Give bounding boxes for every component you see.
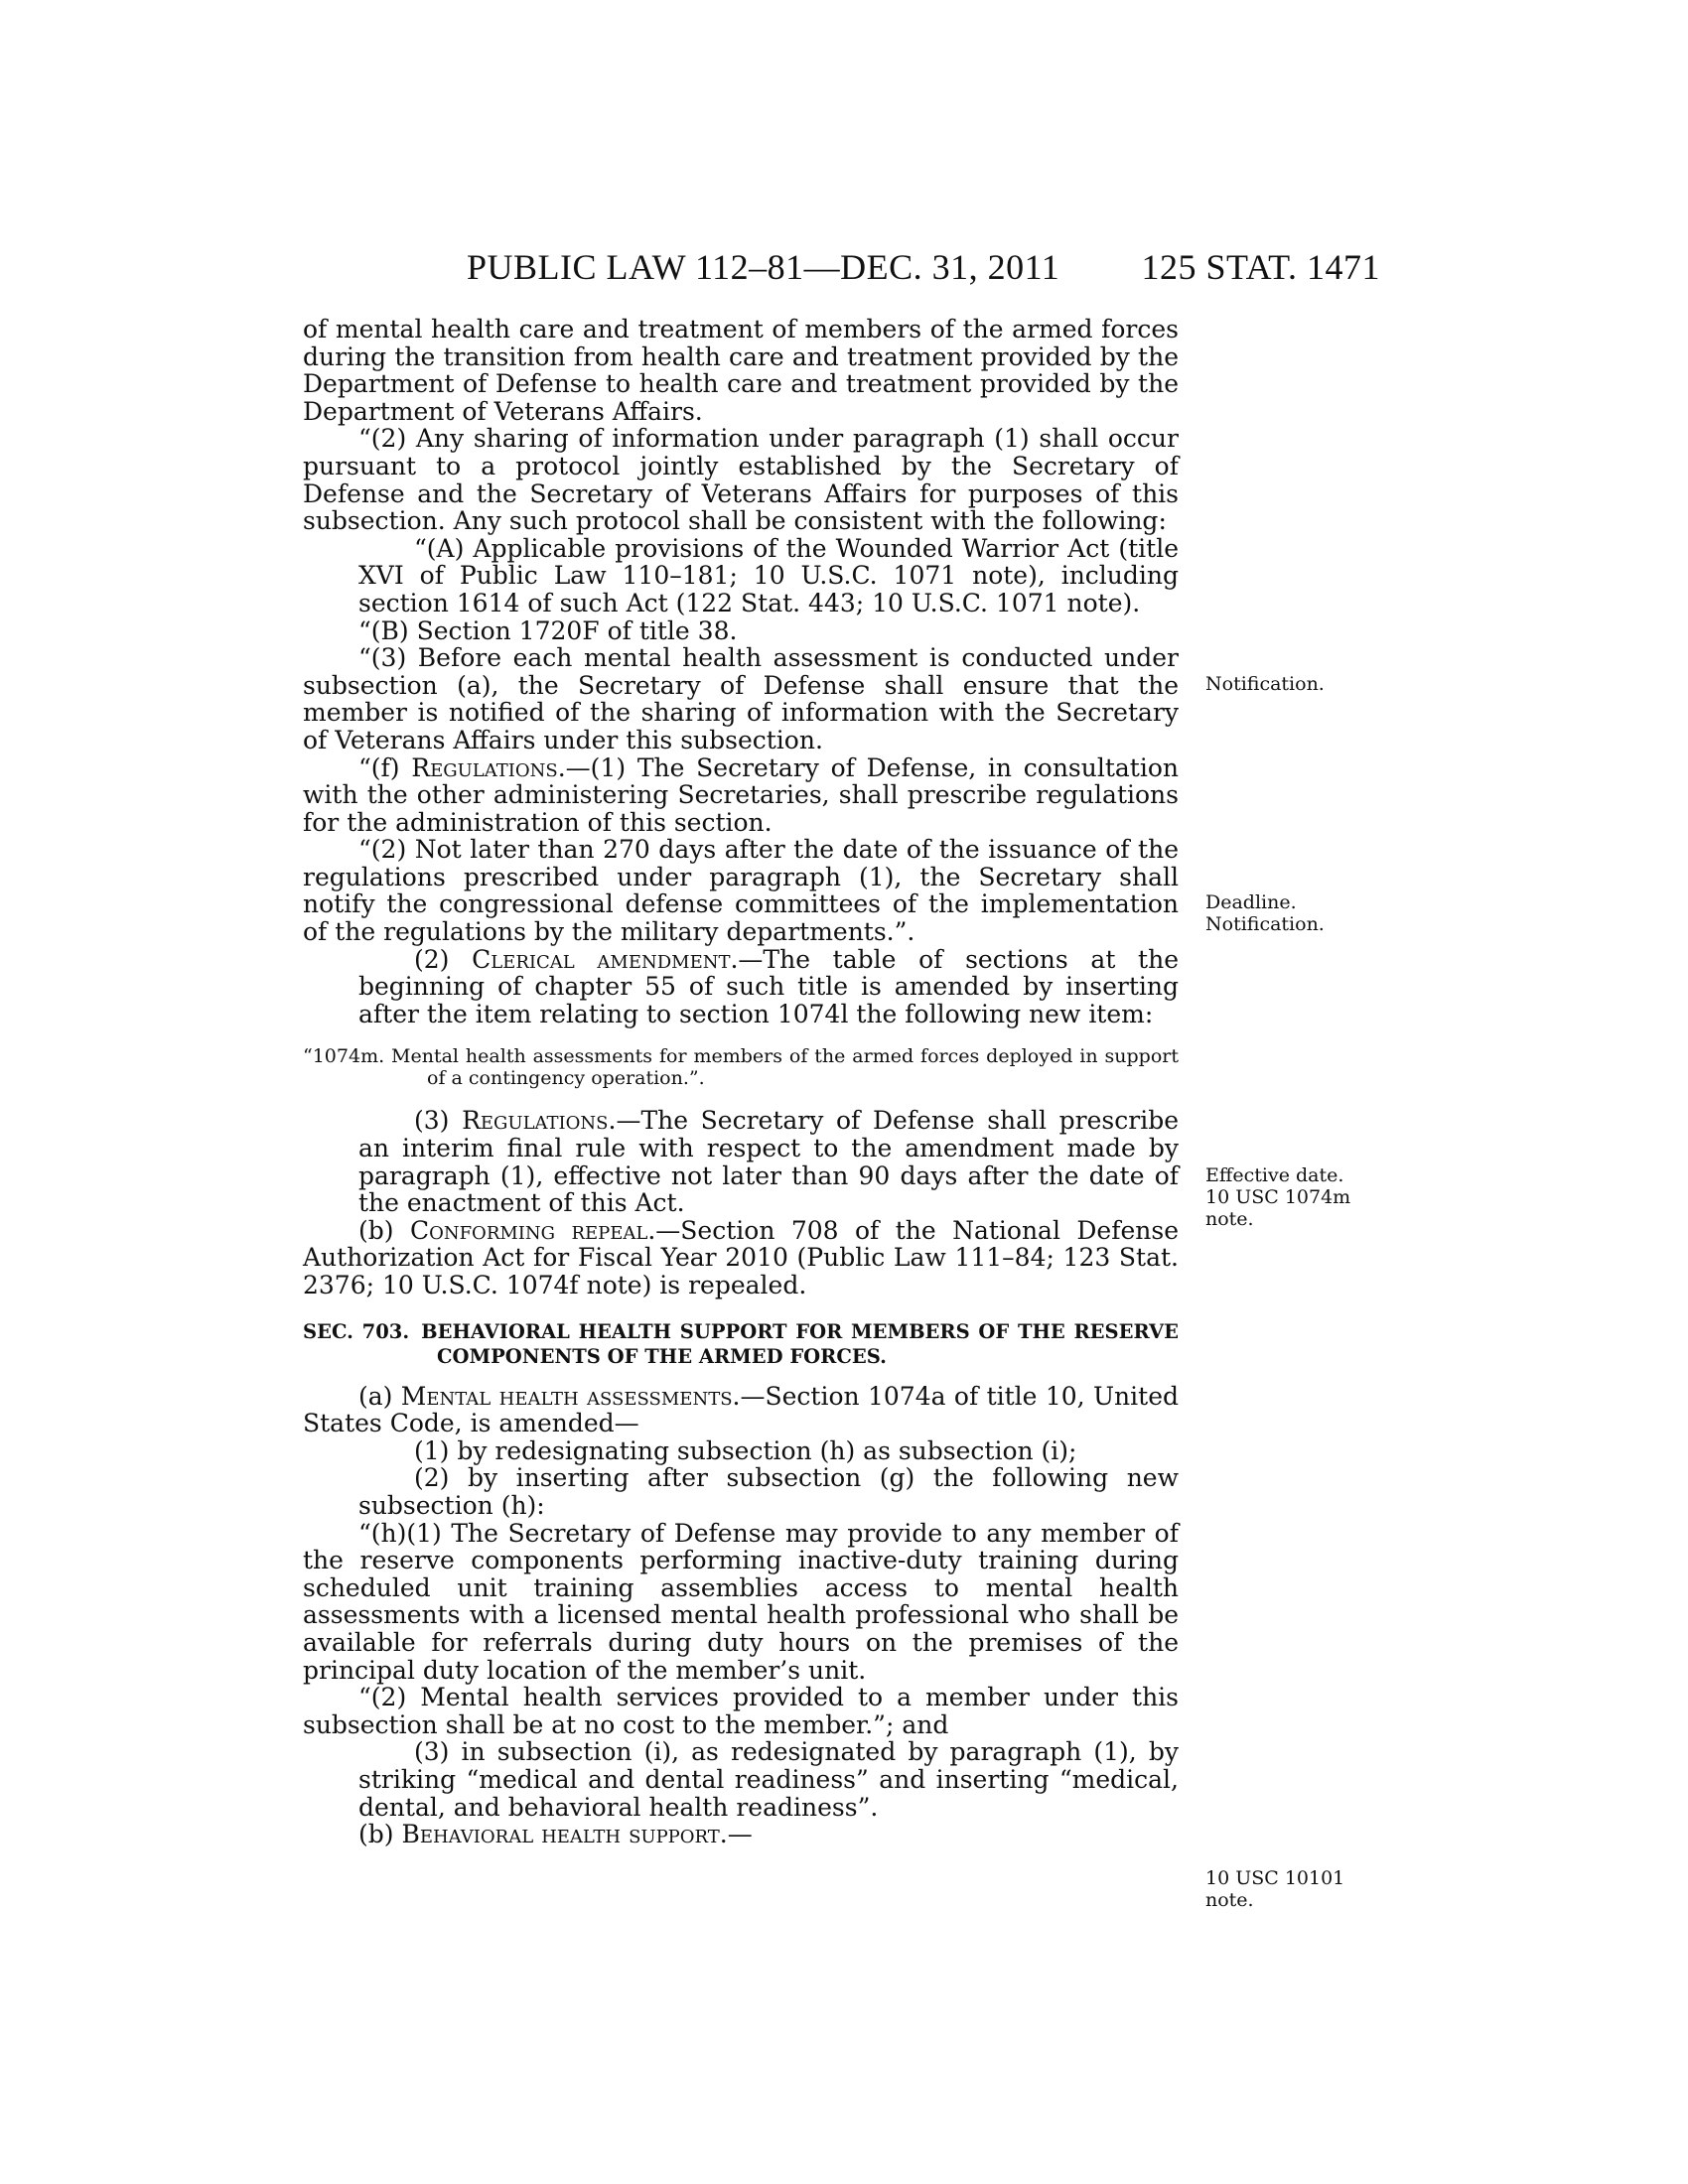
margin-note: Notification. [1205, 673, 1325, 695]
margin-note: 10 USC 10101 [1205, 1867, 1345, 1889]
paragraph-text: .—Section 1074a of title 10, United States Code, is amended— [303, 1381, 1180, 1438]
paragraph-lead: (b) [358, 1215, 410, 1245]
statute-page-number: 125 STAT. 1471 [1141, 247, 1380, 287]
public-law-citation: PUBLIC LAW 112–81—DEC. 31, 2011 [467, 247, 1060, 287]
margin-note: 10 USC 1074m [1205, 1186, 1351, 1208]
section-number: SEC. 703. [303, 1319, 410, 1343]
margin-note: Effective date. [1205, 1164, 1344, 1186]
paragraph-lead: “(f) [358, 752, 412, 782]
paragraph: of mental health care and treatment of members of the armed forces during the transition from health care and treatment provided by the Department of Defense to health care and treatment provided by the Department of Veterans Affairs. [303, 315, 1179, 426]
paragraph-heading: Clerical amendment [472, 944, 731, 974]
section-title: BEHAVIORAL HEALTH SUPPORT FOR MEMBERS OF THE RESERVE COMPONENTS OF THE ARMED FORCES. [421, 1319, 1179, 1368]
paragraph-lead: (2) [414, 944, 473, 974]
table-of-sections-item: “1074m. Mental health assessments for members of the armed forces deployed in support of a contingency operation.”. [303, 1045, 1179, 1090]
paragraph-heading: Conforming repeal [409, 1215, 648, 1245]
paragraph: (2) by inserting after subsection (g) the following new subsection (h): [358, 1463, 1179, 1520]
margin-note: Deadline. [1205, 891, 1297, 913]
paragraph-text: .—(1) The Secretary of Defense, in consultation with the other administering Secretaries, shall prescribe regulations for the administration of this section. [303, 752, 1179, 837]
paragraph-text: .—The table of sections at the beginning of chapter 55 of such title is amended by inserting after the item relating to section 1074l the following new item: [358, 944, 1179, 1028]
paragraph: “(A) Applicable provisions of the Wounded Warrior Act (title XVI of Public Law 110–181; 10 U.S.C. 1071 note), including section 1614 of such Act (122 Stat. 443; 10 U.S.C. 1071 note). [358, 533, 1179, 617]
margin-note: note. [1205, 1889, 1254, 1911]
paragraph: (1) by redesignating subsection (h) as subsection (i); [414, 1435, 1077, 1465]
paragraph [303, 1217, 1179, 1299]
paragraph [358, 1107, 1179, 1216]
paragraph-text: .—The Secretary of Defense shall prescribe an interim final rule with respect to the amendment made by paragraph (1), effective not later than 90 days after the date of the enactment of this Act. [358, 1106, 1180, 1218]
page-header [467, 246, 1380, 288]
paragraph-text: .—Section 708 of the National Defense Authorization Act for Fiscal Year 2010 (Public Law 111–84; 123 Stat. 2376; 10 U.S.C. 1074f note) is repealed. [303, 1215, 1179, 1299]
section-heading [303, 1319, 1179, 1369]
paragraph [303, 1383, 1179, 1437]
paragraph [303, 754, 1179, 837]
paragraph: “(B) Section 1720F of title 38. [358, 615, 738, 645]
paragraph: “(2) Mental health services provided to a member under this subsection shall be at no cost to the member.”; and [303, 1683, 1179, 1739]
margin-note: note. [1205, 1208, 1254, 1230]
paragraph-lead: (a) [358, 1381, 401, 1411]
paragraph-heading: Behavioral health support [401, 1820, 720, 1849]
paragraph-heading: Regulations [462, 1106, 609, 1136]
paragraph-lead: (b) [358, 1820, 402, 1849]
paragraph-heading: Regulations [411, 752, 558, 782]
paragraph [303, 1821, 1179, 1848]
paragraph: “(2) Any sharing of information under paragraph (1) shall occur pursuant to a protocol jointly established by the Secretary of Defense and the Secretary of Veterans Affairs for purposes of this subsection. Any such protocol shall be consistent with the following: [303, 424, 1179, 536]
paragraph-heading: Mental health assessments [400, 1381, 733, 1411]
paragraph: “(3) Before each mental health assessment is conducted under subsection (a), the Secretary of Defense shall ensure that the member is notified of the sharing of information with the Secretary of Veterans Affairs under this subsection. [303, 643, 1179, 754]
paragraph-lead: (3) [414, 1106, 463, 1136]
paragraph [358, 946, 1179, 1028]
document-body [303, 316, 1179, 1848]
margin-note: Notification. [1205, 913, 1325, 935]
paragraph-text: .— [719, 1820, 753, 1849]
paragraph: “(2) Not later than 270 days after the date of the issuance of the regulations prescribed under paragraph (1), the Secretary shall notify the congressional defense committees of the implementation of the regulations by the military departments.”. [303, 835, 1179, 947]
paragraph: “(h)(1) The Secretary of Defense may provide to any member of the reserve components performing inactive-duty training during scheduled unit training assemblies access to mental health assessments with a licensed mental health professional who shall be available for referrals during duty hours on the premises of the principal duty location of the member’s unit. [303, 1518, 1179, 1685]
paragraph: (3) in subsection (i), as redesignated by paragraph (1), by striking “medical and dental readiness” and inserting “medical, dental, and behavioral health readiness”. [358, 1737, 1179, 1822]
